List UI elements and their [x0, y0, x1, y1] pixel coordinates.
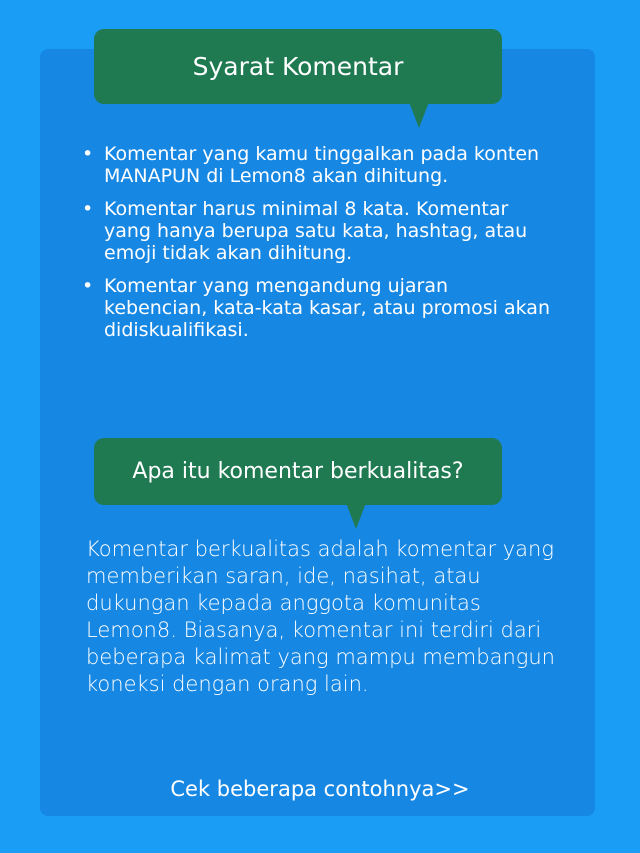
- bullet-icon: •: [82, 198, 94, 220]
- quality-description: Komentar berkualitas adalah komentar yang memberikan saran, ide, nasihat, atau dukungan kepada anggota komunitas Lemon8. Biasanya, komentar ini terdiri dari beberapa kalimat yang mampu membangun koneksi dengan orang lain.: [86, 537, 555, 696]
- rule-text: Komentar harus minimal 8 kata. Komentar yang hanya berupa satu kata, hashtag, atau emoji tidak akan dihitung.: [104, 198, 528, 264]
- speech-bubble-rules: [94, 29, 502, 104]
- rules-list: [82, 143, 552, 352]
- rule-text: Komentar yang kamu tinggalkan pada konten MANAPUN di Lemon8 akan dihitung.: [104, 143, 540, 187]
- rule-text: Komentar yang mengandung ujaran kebencian, kata-kata kasar, atau promosi akan didiskualifikasi.: [104, 275, 550, 341]
- speech-bubble-quality: [94, 438, 502, 505]
- bubble-tail: [409, 102, 429, 128]
- list-item: [82, 143, 552, 187]
- see-examples-link[interactable]: Cek beberapa contohnya>>: [170, 777, 470, 801]
- section-title-rules: Syarat Komentar: [192, 52, 404, 81]
- bullet-icon: •: [82, 275, 94, 297]
- bullet-icon: •: [82, 143, 94, 165]
- bubble-tail: [346, 503, 366, 529]
- list-item: [82, 275, 552, 341]
- section-title-quality: Apa itu komentar berkualitas?: [132, 459, 464, 484]
- list-item: [82, 198, 552, 264]
